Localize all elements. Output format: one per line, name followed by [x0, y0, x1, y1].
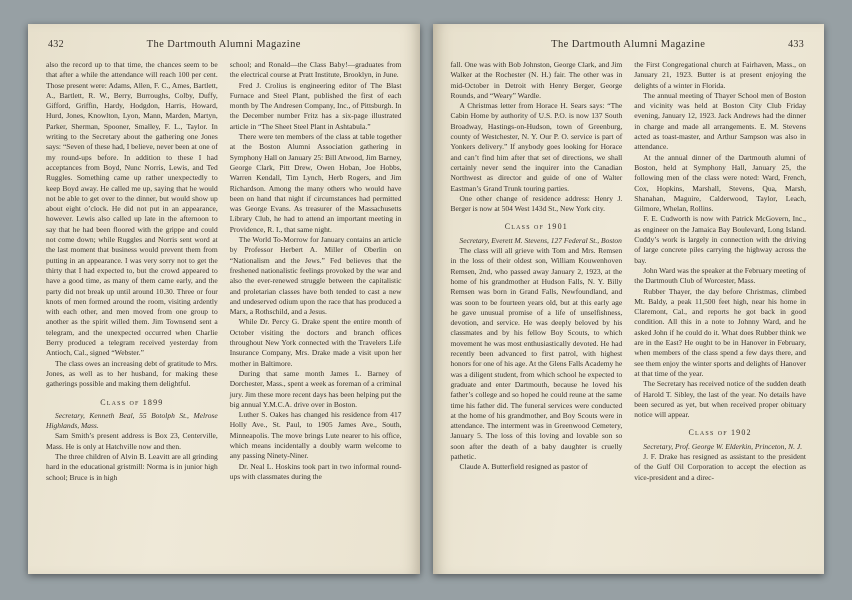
- paragraph: Sam Smith’s present address is Box 23, Centerville, Mass. He is only at Hatchville now and then.: [46, 431, 218, 451]
- columns-left-page: [46, 60, 402, 483]
- paragraph: J. F. Drake has resigned as assistant to the president of the Gulf Oil Corporation to accept the election as vice-president and a direc-: [634, 451, 806, 482]
- class-year-heading: Class of 1901: [504, 222, 569, 232]
- paragraph: The three children of Alvin B. Leavitt are all grinding hard in the educational gristmill: Norma is in junior high school; Bruce is in high: [46, 451, 218, 482]
- paragraph: One other change of residence address: Henry J. Berger is now at 504 West 143d St., New York city.: [450, 193, 623, 214]
- paragraph: fall. One was with Bob Johnston, George Clark, and Jim Walker at the Rochester (N. H.) fair. The other was in mid-October in Detroit with Henry Berger, George Rounds, and “Weary” Wardle.: [450, 60, 623, 100]
- paragraph: Claude A. Butterfield resigned as pastor of: [459, 462, 588, 472]
- class-year-heading: Class of 1902: [688, 428, 752, 438]
- page-number-right: 433: [788, 39, 804, 50]
- paragraph: During that same month James L. Barney of Dorchester, Mass., spent a week as foreman of a criminal jury. Jim these more recent days has been helping put the big annual Y.M.C.A. drive over in Boston.: [229, 368, 402, 409]
- paragraph: The class will all grieve with Tom and Mrs. Remsen in the loss of their oldest son, William Kouwenhoven Remsen, 2nd, who passed away January 2, 1923, at the home of his grandmother at Hudson Falls, N. Y. Billy Remsen was born in Grand Falls, Newfoundland, and was soon to be fourteen years old, but at this early age he gave unusual promise of a life of unselfishness, devotion, and service. He was deeply beloved by his classmates and by his fellow Boy Scouts, to which movement he was most enthusiastically devoted. He had recently been advanced to first patrol, with highest honors for one of his age. At the Glens Falls Academy he was a diligent student, from which school he expected to graduate and enter Dartmouth, because he loved his father’s college and so hoped he could reune at the same time his father did. The funeral services were conducted at the home of his grandmother, and Boy Scouts were in attendance. The interment was in Greenwood Cemetery, January 5. The loss of this loving and lovable son so soon after the death of a baby daughter is cruelly pathetic.: [450, 246, 623, 461]
- paragraph: John Ward was the speaker at the February meeting of the Dartmouth Club of Worcester, Mass.: [634, 265, 806, 286]
- paragraph: the First Congregational church at Fairhaven, Mass., on January 21, 1923. Butter is at present enjoying the delights of a winter in Florida.: [634, 60, 806, 90]
- right-page-column-1: [451, 60, 623, 483]
- columns-right-page: [451, 60, 807, 483]
- paragraph: Dr. Neal L. Hoskins took part in two informal round-ups with classmates during the: [229, 461, 402, 481]
- left-page-column-1: [46, 60, 218, 483]
- paragraph: Rubber Thayer, the day before Christmas, climbed Mt. Baldy, a peak 11,500 feet high, near his home in Claremont, Cal., and reports he got back in good condition. All this in a note to Johnny Ward, and he asked John if he could do it. What does Rubber think we are in the East? He ought to be in Hanover in February, when members of the class spend a few days there, and see them enjoy the winter sports and delights of Hanover at that time of the year.: [634, 286, 806, 378]
- paragraph: also the record up to that time, the chances seem to be that after a while the attendance will reach 100 per cent. Those present were: Adams, Allen, F. C., Ames, Bartlett, A., Bartlett, R. W., Berry, Burroughs, Colby, Duffy, Gifford, Griffin, Hardy, Hodgdon, Harris, Howard, Hurd, Jones, Knowlton, Lyon, Mann, Marden, Martyn, Parker, Sherman, Spooner, Smalley, F. L., Taylor. In writing to the Secretary about the gathering one Jones says: “Seven of these had, I believe, never been at one of my round-ups before. In addition to these I had acceptances from Boyd, Nunc Norris, Lewis, and Ted Ruggles. Something came up rather unexpectedly to keep Boyd away. He called me up, saying that he would not be able to get over to the dinner, but would show up about eight o’clock. He did not put in an appearance, however. Lewis also called up late in the afternoon to say that he had been floored with the grippe and could not come down; while Ruggles and Norris sent word at the last moment that business would prevent them from putting in an appearance. I was very sorry not to get the thirty that I had expected to, but the crowd appeared to have a good time, as many of them came early, and the party did not break up until around 10.30. Three or four knots of men formed around the room, visiting ardently with each other, and men moved from one group to another as the spirit willed them. Jim Townsend sent a telegram, and the unexpected occurred when Charlie Berry produced a telegram received yesterday from Antioch, Cal., signed “Webster.”: [46, 60, 218, 358]
- right-page-column-2: [634, 60, 806, 483]
- paragraph: The class owes an increasing debt of gratitude to Mrs. Jones, as well as to her husband, for making these gatherings possible and making them delightful.: [46, 358, 218, 389]
- secretary-line: Secretary, Prof. George W. Elderkin, Princeton, N. J.: [643, 441, 803, 451]
- left-page-column-2: [230, 60, 402, 483]
- page-header-right: [453, 39, 805, 50]
- page-number-left: 432: [48, 39, 64, 50]
- paragraph: The World To-Morrow for January contains an article by Professor Herbert A. Miller of Oberlin on “Nationalism and the Jews.” Fed believes that the freshened nationalistic feelings provoked by the war and also the ever-renewed struggle between the capitalistic and proletarian classes have both tended to cast a new and undeserved odium upon the race that has produced a Marx, a Rothschild, and a Jesus.: [229, 235, 402, 317]
- paragraph: F. E. Cudworth is now with Patrick McGovern, Inc., as engineer on the Jamaica Bay Boulevard, Long Island. Cuddy’s work is largely in connection with the driving of large concrete piles carrying the highway across the bay.: [634, 214, 806, 265]
- page-left-432: [28, 24, 420, 574]
- class-year-heading: Class of 1899: [100, 397, 164, 407]
- paragraph: While Dr. Percy G. Drake spent the entire month of October visiting the doctors and branch offices throughout New York connected with the Travelers Life Insurance Company, Mrs. Drake made a visit upon her mother in Baltimore.: [229, 317, 402, 368]
- paragraph: The annual meeting of Thayer School men of Boston and vicinity was held at Boston City Club Friday evening, January 12, 1923. Jack Andrews had the dinner in charge and made all arrangements. E. M. Stevens acted as toast-master, and Arthur Sampson was also in attendance.: [634, 90, 806, 152]
- paragraph: school; and Ronald—the Class Baby!—graduates from the electrical course at Pratt Institute, Brooklyn, in June.: [229, 60, 402, 80]
- page-right-433: [433, 24, 825, 574]
- paragraph: Fred J. Crolius is engineering editor of The Blast Furnace and Steel Plant, published the first of each month by The Andresen Company, Inc., of Pittsburgh. In the December number Fritz has a six-page illustrated article in “The Sheet Steel Plant in Ashtabula.”: [229, 80, 402, 131]
- paragraph: There were ten members of the class at table together at the Boston Alumni Association gathering in Symphony Hall on January 25: Bill Atwood, Jim Barney, George Clark, Pitt Drew, Owen Hoban, Joe Hobbs, Warren Kendall, Tim Lynch, Herb Rogers, and Jim Richardson. Among the many others who would have been on hand that night if circumstances had permitted was George Evans. As treasurer of the Massachusetts Library Club, he had to attend an important meeting in Providence, R. I., that same night.: [229, 132, 402, 234]
- paragraph: The Secretary has received notice of the sudden death of Harold T. Sibley, the last of the year. No details have been secured as yet, but when received proper obituary notice will appear.: [634, 379, 806, 420]
- secretary-line: Secretary, Kenneth Beal, 55 Botolph St., Melrose Highlands, Mass.: [46, 410, 218, 431]
- secretary-line: Secretary, Everett M. Stevens, 127 Federal St., Boston: [459, 235, 622, 245]
- paragraph: Luther S. Oakes has changed his residence from 417 Holly Ave., St. Paul, to 1905 James Ave., South, Minneapolis. The move brings Lute nearer to his office, which means incidentally a doubly warm welcome to any passing Ninety-Niner.: [229, 410, 402, 461]
- page-header-left: [48, 39, 400, 50]
- magazine-title-right: The Dartmouth Alumni Magazine: [551, 39, 706, 50]
- paragraph: At the annual dinner of the Dartmouth alumni of Boston, held at Symphony Hall, January 25, the following men of the class were noted: Ward, French, Cox, Hopkins, Marshall, Stevens, Qua, Marsh, Shanahan, Maguire, Calderwood, Taylor, Leach, Gilmore, Whelan, Rollins.: [634, 152, 806, 214]
- magazine-title-left: The Dartmouth Alumni Magazine: [146, 39, 301, 50]
- paragraph: A Christmas letter from Horace H. Sears says: “The Cabin Home by authority of U.S. P.O. is now 137 South Broadway, Hastings-on-Hudson, town of Greenburg, county of Westchester, N. Y. Our P. O. service is part of Yonkers delivery.” If anybody goes looking for Horace and can’t find him after that set of directions, we shall certainly never send the inquirer into the Canadian Northwest as director and guide of one of Walter Eastman’s Grand Trunk touring parties.: [450, 101, 623, 193]
